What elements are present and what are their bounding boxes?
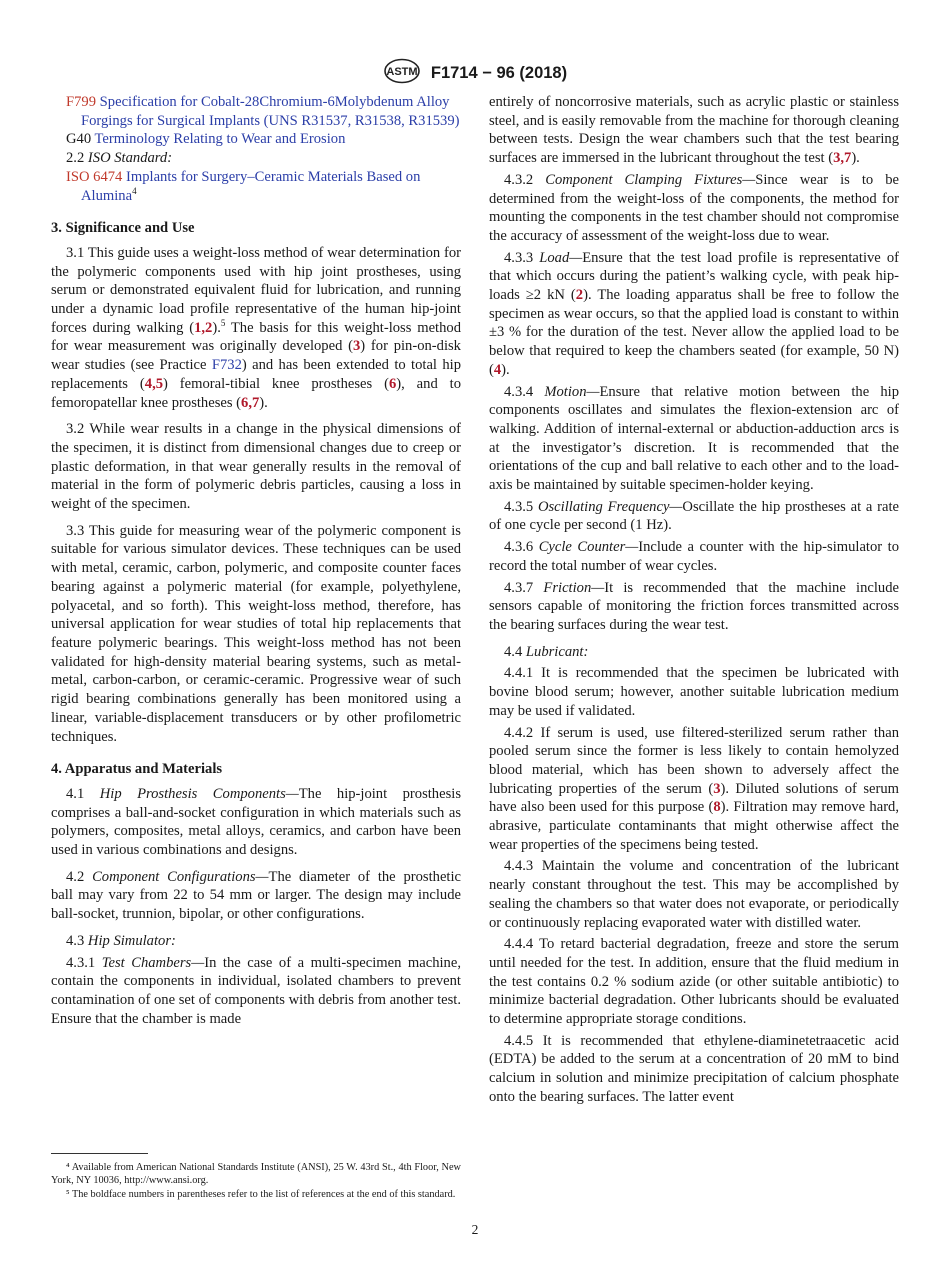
citation-link[interactable]: 8 — [713, 799, 721, 816]
footnote-5: ⁵ The boldface numbers in parentheses refer to the list of references at the end of this standard. — [66, 1189, 456, 1200]
paragraph-4-4-5: 4.4.5 It is recommended that ethylene-diaminetetraacetic acid (EDTA) be added to the serum at a concentration of 20 mM to bind calcium in solution and minimize precipitation of calcium phosphate onto the bearing surfaces. The latter event — [489, 1032, 899, 1105]
paragraph-4-3-1-continued: entirely of noncorrosive materials, such as acrylic plastic or stainless steel, and is easily removable from the machine for thorough cleaning between tests. Design the wear chambers such that the test bearing surfaces are immersed in the lubricant throughout the test (3,7). — [489, 94, 899, 167]
section-heading-3: 3. Significance and Use — [51, 220, 195, 237]
svg-text:ASTM: ASTM — [386, 66, 418, 78]
citation-link[interactable]: 1,2 — [194, 319, 213, 336]
paragraph-4-3-6: 4.3.6 Cycle Counter—Include a counter with the hip-simulator to record the total number of wear cycles. — [489, 539, 899, 574]
citation-link[interactable]: 6 — [388, 375, 397, 392]
standard-designation: F1714 − 96 (2018) — [430, 64, 568, 82]
paragraph-4-4-2: 4.4.2 If serum is used, use filtered-sterilized serum rather than pooled serum since the former is less likely to contain hemolyzed blood material, which has been shown to adversely affect the lubricating properties of the serum (3). Diluted solutions of serum have also been used for this purpose (8). Filtration may remove hard, abrasive, particulate contaminants that might otherwise affect the wear properties of the specimens being tested. — [489, 724, 899, 853]
citation-link[interactable]: 4 — [493, 361, 502, 378]
paragraph-3-1: 3.1 This guide uses a weight-loss method of wear determination for the polymeric components used with hip joint prostheses, using serum or demonstrated equivalent fluid for lubrication, and running under a dynamic load profile representative of the human hip-joint forces during walking (1,2).$^5$ The basis for this weight-loss method for wear measurement was originally developed (3) for pin-on-disk wear studies (see Practice F732) and has been extended to total hip replacements (4,5) femoral-tibial knee prostheses (6), and to femoropatellar knee prostheses (6,7). — [51, 244, 462, 411]
paragraph-4-3-7: 4.3.7 Friction—It is recommended that the machine include sensors capable of monitoring the friction forces transmitted across the bearing surfaces during the wear test. — [489, 579, 899, 633]
reference-f799 — [51, 93, 461, 130]
reference-code[interactable]: ISO 6474 — [66, 168, 123, 185]
footnote-4: ⁴ Available from American National Standards Institute (ANSI), 25 W. 43rd St., 4th Floor, New York, NY 10036, http://www.ansi.org. — [51, 1162, 461, 1186]
paragraph-4-3-4: 4.3.4 Motion—Ensure that relative motion between the hip components oscillates and simulates the flexion-extension arc of walking. Addition of internal-external or abduction-adduction arcs is at the investigator’s discretion. It is recommended that the orientations of the cup and ball relative to each other and to the load-axis be maintained by suitable specimen-holder keying. — [489, 383, 899, 494]
reference-code[interactable]: F799 — [66, 94, 97, 110]
citation-link[interactable]: 3,7 — [833, 150, 852, 167]
reference-title[interactable]: Specification for Cobalt-28Chromium-6Molybdenum Alloy Forgings for Surgical Implants (UNS R31537, R31538, R31539) — [81, 94, 460, 129]
footnotes — [51, 1161, 461, 1202]
reference-g40 — [51, 130, 461, 149]
citation-link[interactable]: 3 — [713, 780, 721, 797]
citation-link[interactable]: 3 — [353, 338, 361, 355]
paragraph-4-3-2: 4.3.2 Component Clamping Fixtures—Since wear is to be determined from the weight-loss of the components, the method for mounting the components in the test chamber should not compromise the accuracy of assessment of the weight-loss due to wear. — [489, 171, 899, 244]
paragraph-3-2: 3.2 While wear results in a change in the physical dimensions of the specimen, it is distinct from dimensional changes due to creep or plastic deformation, in that wear generally results in the removal of material in the form of polymeric debris particles, causing a loss in weight of the specimen. — [51, 421, 461, 513]
paragraph-4-2: 4.2 Component Configurations—The diameter of the prosthetic ball may vary from 22 to 54 mm or larger. The design may include ball-socket, trunnion, bipolar, or other configurations. — [51, 868, 462, 923]
practice-link[interactable]: F732 — [211, 357, 242, 374]
paragraph-3-3: 3.3 This guide for measuring wear of the polymeric component is suitable for various simulator devices. These techniques can be used with metal, ceramic, carbon, polymeric, and composite counter faces bearing against a polymeric material (for example, polyethylene, polyacetal, and so forth). This weight-loss method, therefore, has universal application for wear studies of total hip replacements that feature polymeric bearings. This weight-loss method has not been validated for high-density material bearing systems, such as metal-metal, carbon-carbon, or ceramic-ceramic. Progressive wear of such rigid bearing combinations generally has been monitored using a linear, variable-displacement transducers or by other profilometric techniques. — [51, 522, 461, 745]
right-column — [489, 93, 899, 1110]
citation-link[interactable]: 6,7 — [241, 394, 260, 411]
section-heading-4: 4. Apparatus and Materials — [51, 761, 223, 778]
section-number: 2.2 — [66, 150, 85, 167]
citation-link[interactable]: 4,5 — [144, 375, 164, 392]
iso-standard-heading — [51, 149, 461, 168]
citation-link[interactable]: 2 — [575, 287, 584, 304]
footnote-marker: 4 — [132, 185, 137, 196]
paragraph-4-1: 4.1 Hip Prosthesis Components—The hip-joint prosthesis comprises a ball-and-socket configuration in which materials such as polymers, composites, metal alloys, ceramics, and carbon have been used in various combinations and designs. — [51, 785, 461, 859]
paragraph-4-3: 4.3 Hip Simulator: — [66, 932, 176, 949]
astm-logo-icon — [383, 58, 421, 89]
footnote-marker: 5 — [220, 317, 226, 328]
reference-code: G40 — [66, 131, 92, 148]
paragraph-4-4-4: 4.4.4 To retard bacterial degradation, freeze and store the serum until needed for the test. In addition, ensure that the fluid medium in the test contains 0.2 % sodium azide (or other suitable antibiotic) to minimize bacterial degradation. Other lubricants should be evaluated to determine appropriate storage conditions. — [489, 936, 899, 1028]
footnote-divider — [51, 1153, 148, 1154]
paragraph-4-3-1: 4.3.1 Test Chambers—In the case of a multi-specimen machine, contain the components in individual, isolated chambers to prevent contamination of one set of components with debris from another test. Ensure that the chamber is made — [51, 954, 461, 1027]
paragraph-4-4-3: 4.4.3 Maintain the volume and concentration of the lubricant nearly constant throughout the test. This may be accomplished by sealing the chambers so that water does not evaporate, or periodically or continuously replacing evaporated water with distilled water. — [489, 858, 899, 931]
reference-iso-6474 — [51, 168, 461, 205]
page-header — [0, 58, 950, 84]
paragraph-4-4-1: 4.4.1 It is recommended that the specimen be lubricated with bovine blood serum; however, another suitable lubrication medium may be used if validated. — [489, 665, 899, 719]
paragraph-4-4: 4.4 Lubricant: — [504, 643, 589, 660]
subsection-title: ISO Standard: — [87, 150, 173, 167]
reference-title[interactable]: Terminology Relating to Wear and Erosion — [94, 131, 346, 148]
left-column — [51, 93, 461, 1031]
page-number: 2 — [471, 1222, 479, 1237]
reference-title[interactable]: Implants for Surgery–Ceramic Materials Based on Alumina — [81, 168, 421, 204]
paragraph-4-3-3: 4.3.3 Load—Ensure that the test load profile is representative of that which occurs during the patient’s walking cycle, with peak hip-loads ≥2 kN (2). The loading apparatus shall be free to follow the specimen as wear occurs, so that the applied load is constant to within ±3 % for the duration of the test. Never allow the applied load to be below that required to keep the chambers seated (for example, 50 N) (4). — [489, 249, 899, 378]
paragraph-4-3-5: 4.3.5 Oscillating Frequency—Oscillate the hip prostheses at a rate of one cycle per second (1 Hz). — [489, 498, 899, 534]
